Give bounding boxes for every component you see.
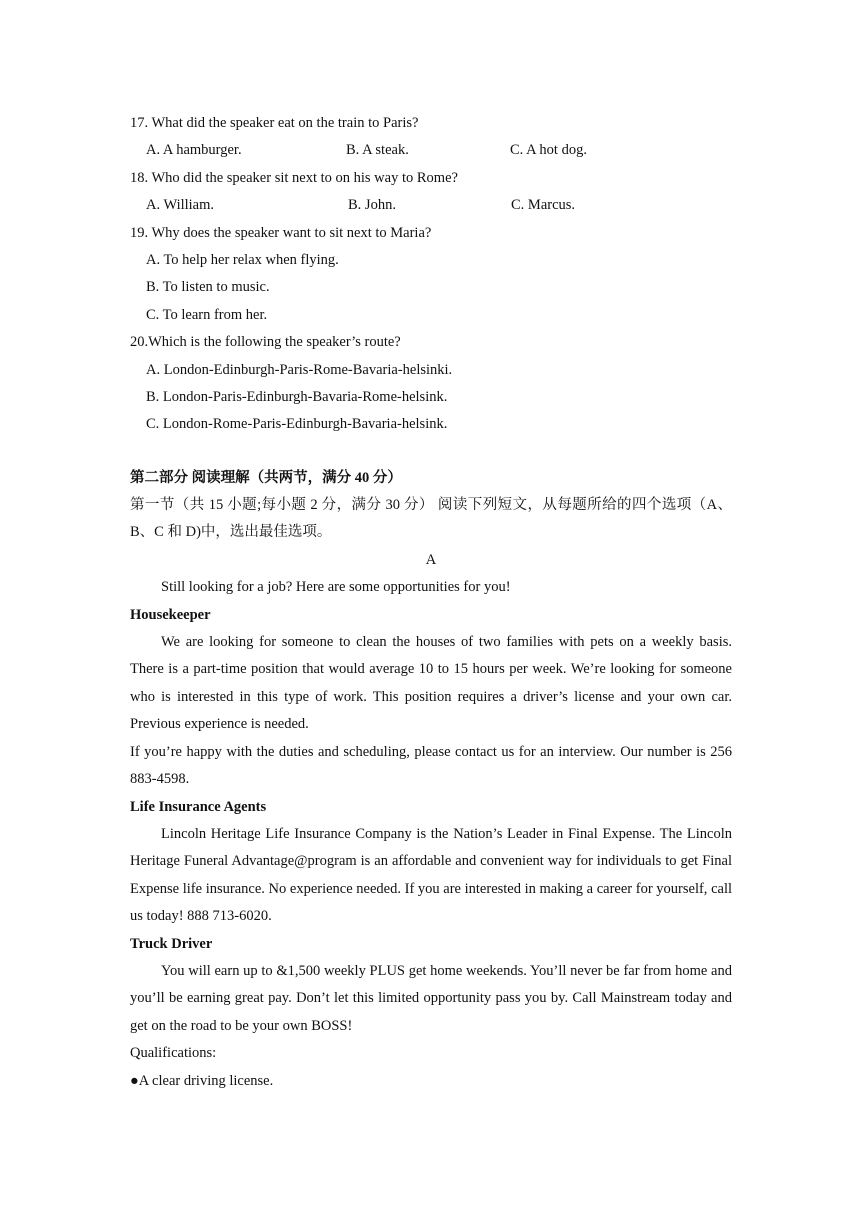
insurance-description: Lincoln Heritage Life Insurance Company is the Nation’s Leader in Final Expense. The Lincoln Heritage Funeral Advantage@program is an affordable and convenient way for individuals to get Final Expense life insurance. No experience needed. If you are interested in making a career for yourself, call us today! 888 713-6020. [130,825,732,925]
housekeeper-description: We are looking for someone to clean the houses of two families with pets on a weekly basis. There is a part-time position that would average 10 to 15 hours per week. We’re looking for someone who is interested in this type of work. This position requires a driver’s license and your own car. Previous experience is needed. [130,634,732,733]
question-18: 18. Who did the speaker sit next to on his way to Rome? [130,169,458,186]
question-18-options [130,192,732,219]
job-heading-housekeeper: Housekeeper [130,606,211,623]
option-b: B. A steak. [346,142,409,159]
option-a: A. William. [146,197,215,214]
question-19: 19. Why does the speaker want to sit next to Maria? [130,224,432,241]
option-b: B. London-Paris-Edinburgh-Bavaria-Rome-helsink. [146,388,448,405]
option-b: B. John. [348,197,396,214]
job-heading-insurance: Life Insurance Agents [130,798,267,815]
section-instruction: 第一节（共 15 小题;每小题 2 分，满分 30 分） 阅读下列短文，从每题所给的四个选项（A、B、C 和 D)中，选出最佳选项。 [130,497,732,541]
job-heading-truck-driver: Truck Driver [130,935,213,952]
question-20: 20.Which is the following the speaker’s route? [130,334,401,351]
part-title: 第二部分 阅读理解（共两节，满分 40 分） [130,469,402,486]
option-a: A. To help her relax when flying. [146,251,339,268]
truck-description: You will earn up to &1,500 weekly PLUS get home weekends. You’ll never be far from home and you’ll be earning great pay. Don’t let this limited opportunity pass you by. Call Mainstream today and get on the road to be your own BOSS! [130,962,732,1034]
passage-intro: Still looking for a job? Here are some opportunities for you! [161,579,511,596]
qualification-item: ●A clear driving license. [130,1072,274,1089]
exam-page [130,110,732,1095]
option-a: A. London-Edinburgh-Paris-Rome-Bavaria-helsinki. [146,361,453,378]
passage-label: A [425,551,437,568]
option-c: C. Marcus. [511,197,576,214]
option-a: A. A hamburger. [146,142,242,159]
option-c: C. To learn from her. [146,306,268,323]
qualifications-label: Qualifications: [130,1045,217,1062]
question-17-options [130,137,732,164]
option-c: C. London-Rome-Paris-Edinburgh-Bavaria-helsink. [146,416,448,433]
option-c: C. A hot dog. [510,142,587,159]
question-17: 17. What did the speaker eat on the train to Paris? [130,115,419,131]
housekeeper-contact: If you’re happy with the duties and scheduling, please contact us for an interview. Our number is 256 883-4598. [130,743,732,788]
option-b: B. To listen to music. [146,279,270,296]
